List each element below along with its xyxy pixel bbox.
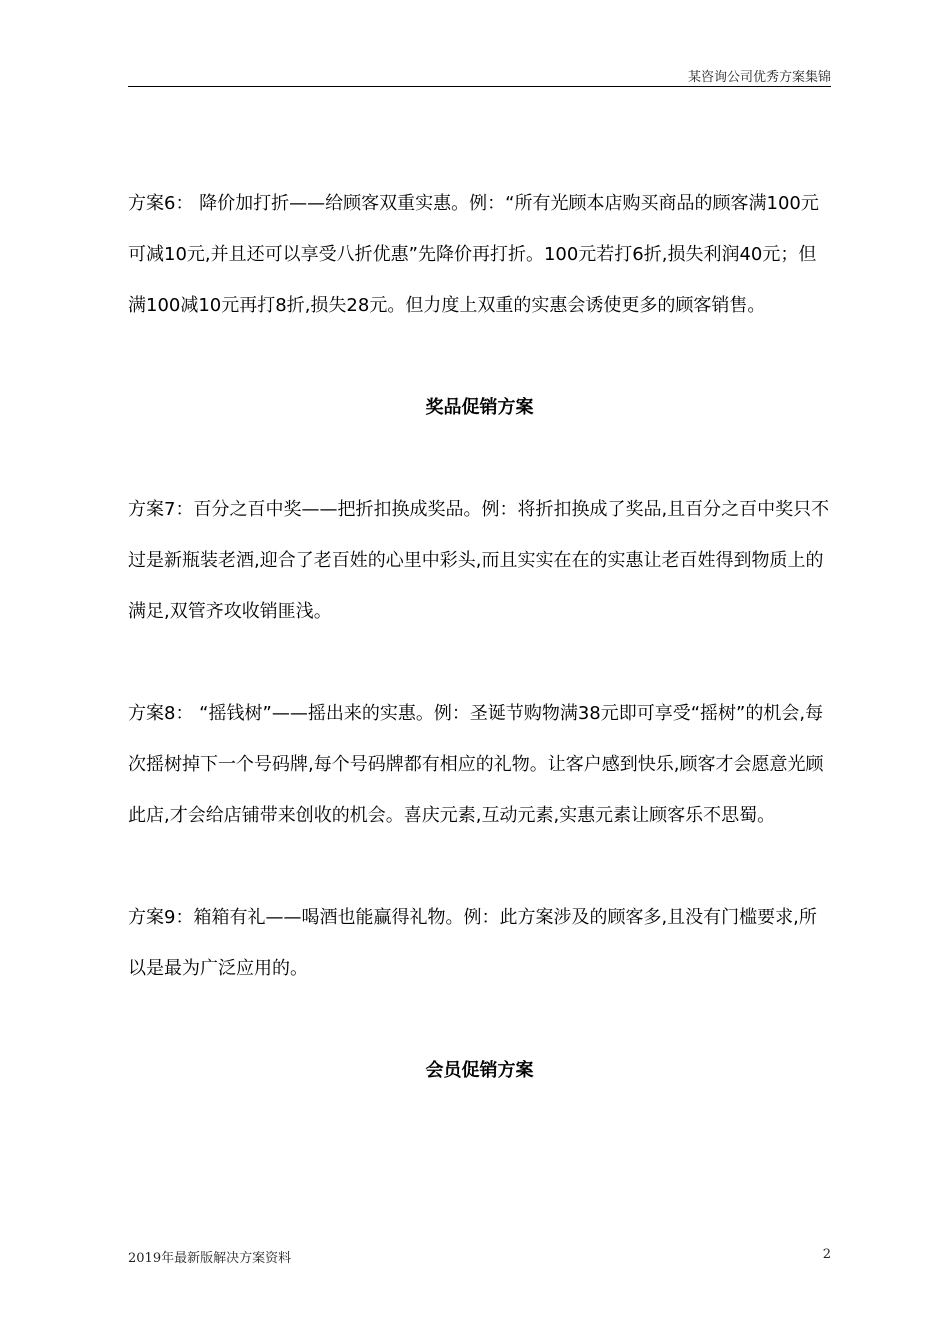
paragraph-plan-8: 方案8： “摇钱树”——摇出来的实惠。例：圣诞节购物满38元即可享受“摇树”的机会,每次摇树掉下一个号码牌,每个号码牌都有相应的礼物。让客户感到快乐,顾客才会愿意光顾此店,才会给店铺带来创收的机会。喜庆元素,互动元素,实惠元素让顾客乐不思蜀。 xyxy=(128,703,824,826)
header-divider xyxy=(128,86,831,87)
paragraph-plan-9: 方案9：箱箱有礼——喝酒也能赢得礼物。例：此方案涉及的顾客多,且没有门槛要求,所以是最为广泛应用的。 xyxy=(128,907,817,979)
header-title: 某咨询公司优秀方案集锦 xyxy=(687,70,831,85)
spacer xyxy=(128,331,831,382)
section-title-prize-promotion: 奖品促销方案 xyxy=(425,397,534,418)
section-title-member-promotion: 会员促销方案 xyxy=(425,1060,534,1081)
page-number: 2 xyxy=(822,1247,831,1262)
footer-caption: 2019年最新版解决方案资料 xyxy=(128,1251,292,1266)
spacer xyxy=(128,841,831,892)
spacer xyxy=(128,994,831,1045)
spacer xyxy=(128,637,831,688)
paragraph-plan-6: 方案6： 降价加打折——给顾客双重实惠。例：“所有光顾本店购买商品的顾客满100元可减10元,并且还可以享受八折优惠”先降价再打折。100元若打6折,损失利润40元；但满100减10元再打8折,损失28元。但力度上双重的实惠会诱使更多的顾客销售。 xyxy=(128,193,819,316)
paragraph-plan-7: 方案7：百分之百中奖——把折扣换成奖品。例：将折扣换成了奖品,且百分之百中奖只不过是新瓶装老酒,迎合了老百姓的心里中彩头,而且实实在在的实惠让老百姓得到物质上的满足,双管齐攻收销匪浅。 xyxy=(128,499,830,622)
document-body xyxy=(128,178,831,1096)
spacer xyxy=(128,433,831,484)
